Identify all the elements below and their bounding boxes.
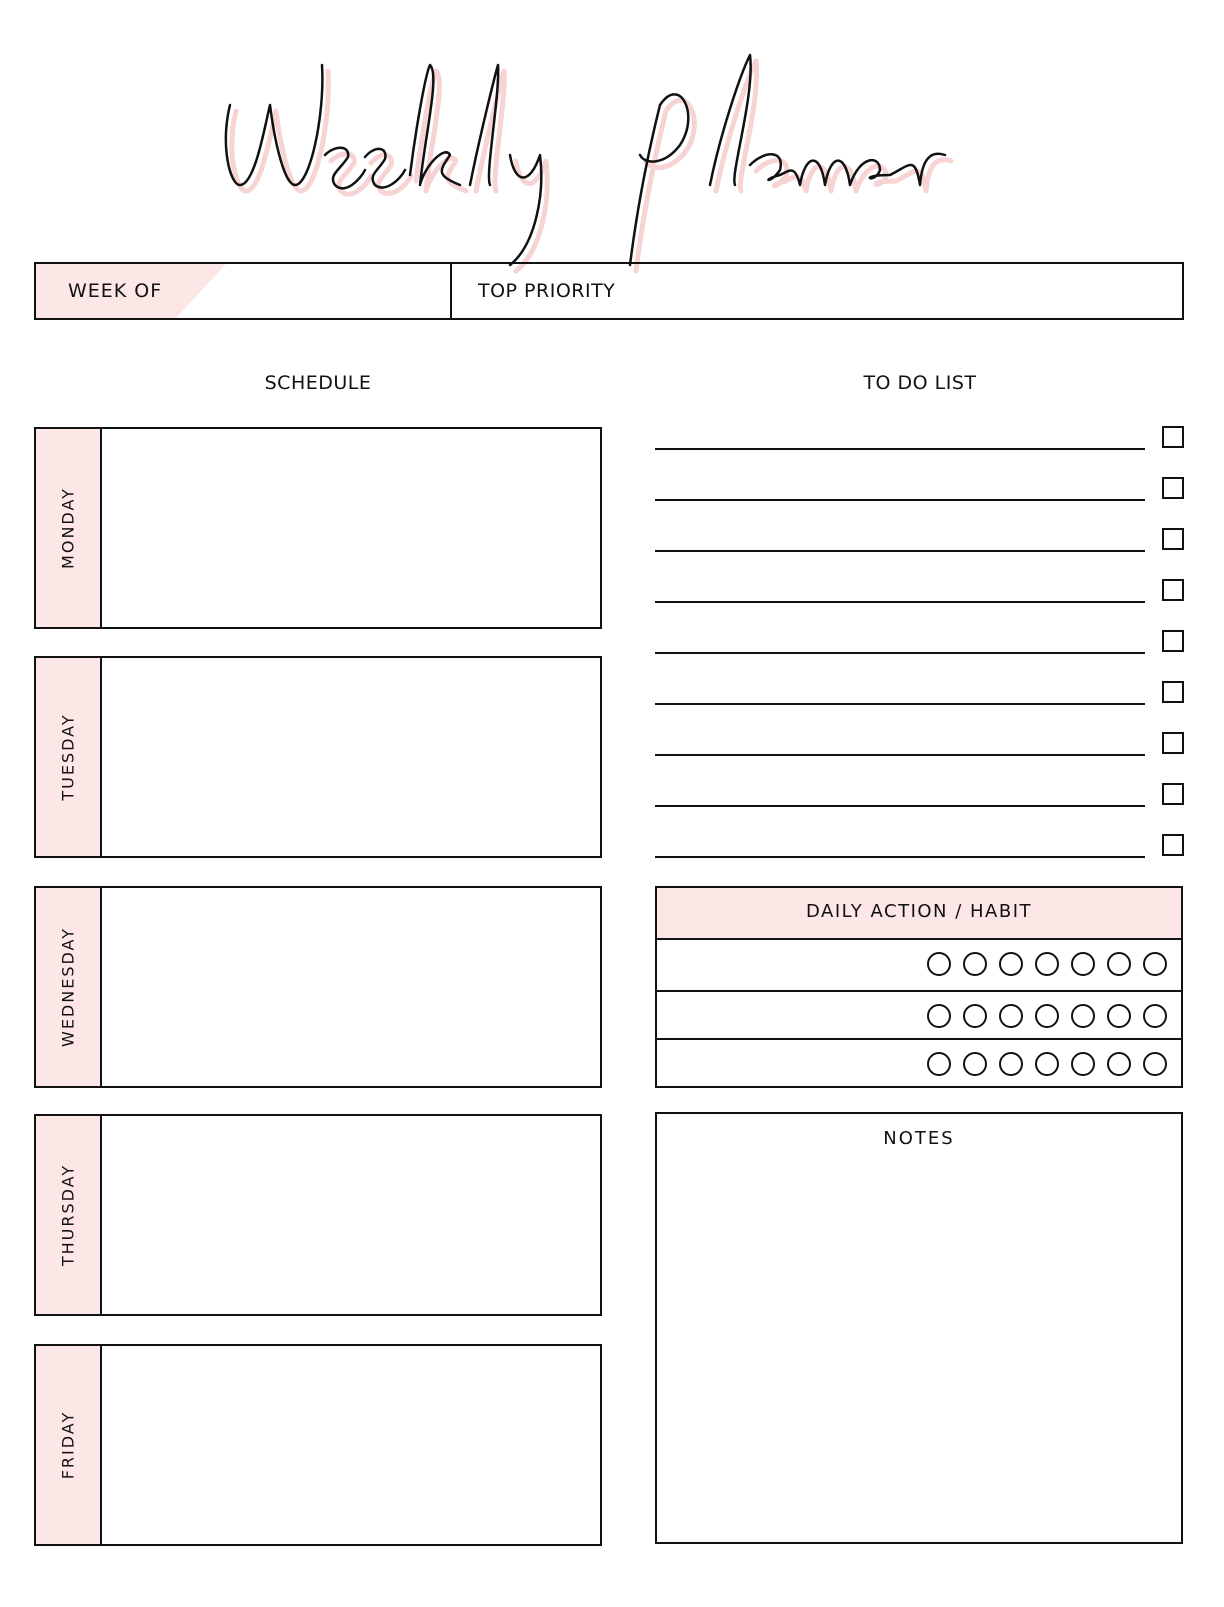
todo-title: TO DO LIST bbox=[863, 372, 977, 394]
habit-row[interactable] bbox=[657, 990, 1181, 1040]
todo-line[interactable] bbox=[655, 754, 1145, 756]
day-tab bbox=[36, 658, 102, 856]
habit-circle[interactable] bbox=[1071, 1004, 1095, 1028]
todo-checkbox[interactable] bbox=[1162, 630, 1184, 652]
habit-circle[interactable] bbox=[999, 952, 1023, 976]
notes-box[interactable] bbox=[655, 1112, 1183, 1544]
day-tab bbox=[36, 888, 102, 1086]
habit-circle[interactable] bbox=[1071, 952, 1095, 976]
day-label: TUESDAY bbox=[58, 713, 78, 801]
habit-circle[interactable] bbox=[1071, 1052, 1095, 1076]
day-tab bbox=[36, 1346, 102, 1544]
habit-circle[interactable] bbox=[963, 952, 987, 976]
habit-circle[interactable] bbox=[999, 1004, 1023, 1028]
todo-checkbox[interactable] bbox=[1162, 834, 1184, 856]
todo-line[interactable] bbox=[655, 703, 1145, 705]
habit-circle[interactable] bbox=[999, 1052, 1023, 1076]
todo-line[interactable] bbox=[655, 499, 1145, 501]
day-box-tuesday[interactable] bbox=[34, 656, 602, 858]
todo-line[interactable] bbox=[655, 652, 1145, 654]
habit-circle[interactable] bbox=[1107, 1004, 1131, 1028]
todo-checkbox[interactable] bbox=[1162, 528, 1184, 550]
habit-circle[interactable] bbox=[927, 1004, 951, 1028]
habit-circle[interactable] bbox=[1035, 1004, 1059, 1028]
habit-circle[interactable] bbox=[963, 1052, 987, 1076]
day-label: THURSDAY bbox=[58, 1163, 78, 1267]
todo-line[interactable] bbox=[655, 601, 1145, 603]
title-script-logo bbox=[210, 35, 1010, 285]
day-box-wednesday[interactable] bbox=[34, 886, 602, 1088]
habit-circle[interactable] bbox=[1107, 1052, 1131, 1076]
habit-row[interactable] bbox=[657, 940, 1181, 990]
day-box-friday[interactable] bbox=[34, 1344, 602, 1546]
todo-line[interactable] bbox=[655, 856, 1145, 858]
todo-checkbox[interactable] bbox=[1162, 732, 1184, 754]
week-of-label: WEEK OF bbox=[68, 280, 163, 302]
todo-line[interactable] bbox=[655, 448, 1145, 450]
habit-tracker bbox=[655, 886, 1183, 1088]
habit-circle[interactable] bbox=[927, 1052, 951, 1076]
schedule-title: SCHEDULE bbox=[264, 372, 372, 394]
day-label: FRIDAY bbox=[58, 1410, 78, 1480]
top-priority-label: TOP PRIORITY bbox=[478, 280, 616, 302]
day-box-thursday[interactable] bbox=[34, 1114, 602, 1316]
habit-circle[interactable] bbox=[927, 952, 951, 976]
day-box-monday[interactable] bbox=[34, 427, 602, 629]
habit-tracker-title: DAILY ACTION / HABIT bbox=[657, 888, 1181, 940]
notes-title: NOTES bbox=[883, 1128, 955, 1149]
todo-line[interactable] bbox=[655, 805, 1145, 807]
day-label: MONDAY bbox=[58, 487, 78, 569]
habit-circle[interactable] bbox=[1035, 952, 1059, 976]
todo-checkbox[interactable] bbox=[1162, 783, 1184, 805]
habit-circle[interactable] bbox=[1143, 1004, 1167, 1028]
header-fields bbox=[34, 262, 1184, 320]
habit-circle[interactable] bbox=[1143, 952, 1167, 976]
day-label: WEDNESDAY bbox=[58, 927, 78, 1047]
habit-circle[interactable] bbox=[963, 1004, 987, 1028]
habit-circle[interactable] bbox=[1143, 1052, 1167, 1076]
day-tab bbox=[36, 1116, 102, 1314]
header-divider bbox=[450, 264, 452, 318]
habit-row[interactable] bbox=[657, 1038, 1181, 1088]
habit-circle[interactable] bbox=[1035, 1052, 1059, 1076]
todo-checkbox[interactable] bbox=[1162, 477, 1184, 499]
todo-checkbox[interactable] bbox=[1162, 579, 1184, 601]
todo-checkbox[interactable] bbox=[1162, 681, 1184, 703]
todo-line[interactable] bbox=[655, 550, 1145, 552]
day-tab bbox=[36, 429, 102, 627]
habit-circle[interactable] bbox=[1107, 952, 1131, 976]
todo-checkbox[interactable] bbox=[1162, 426, 1184, 448]
